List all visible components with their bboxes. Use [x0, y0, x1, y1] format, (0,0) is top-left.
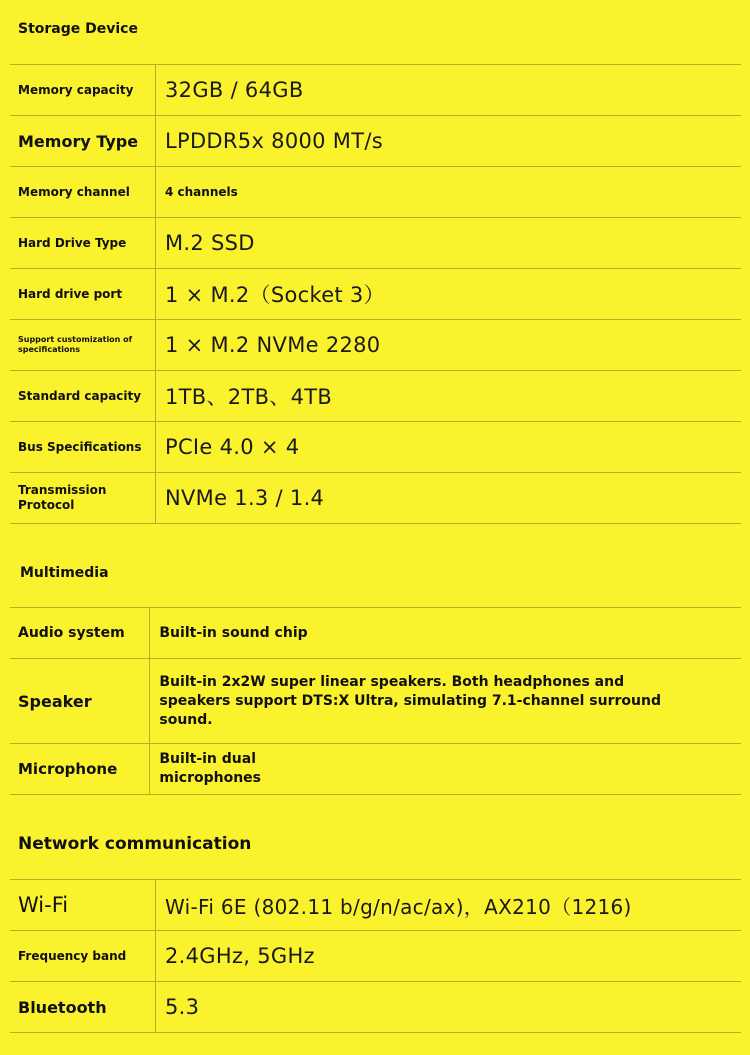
row-value: M.2 SSD — [156, 218, 742, 269]
row-value: 1 × M.2（Socket 3） — [156, 269, 742, 320]
table-row — [10, 116, 741, 167]
table-row — [10, 880, 741, 931]
network-spec-table — [10, 879, 741, 1033]
storage-spec-table — [10, 64, 741, 524]
row-value: NVMe 1.3 / 1.4 — [156, 473, 742, 524]
table-row — [10, 744, 741, 795]
row-value: 2.4GHz, 5GHz — [156, 931, 742, 982]
row-value: PCIe 4.0 × 4 — [156, 422, 742, 473]
row-label: Memory Type — [10, 116, 156, 167]
table-row — [10, 982, 741, 1033]
multimedia-section-title: Multimedia — [20, 565, 109, 581]
table-row — [10, 659, 741, 744]
row-label: Wi-Fi — [10, 880, 156, 931]
storage-section-title: Storage Device — [18, 21, 138, 37]
row-value: Built-in 2x2W super linear speakers. Both headphones and speakers support DTS:X Ultra, simulating 7.1-channel surround sound. — [150, 659, 741, 744]
network-section-title: Network communication — [18, 834, 252, 854]
row-value: Built-in sound chip — [150, 608, 741, 659]
table-row — [10, 931, 741, 982]
row-label: Microphone — [10, 744, 150, 795]
row-label: Audio system — [10, 608, 150, 659]
row-value: Built-in dual microphones — [150, 744, 741, 795]
table-row — [10, 269, 741, 320]
row-value: LPDDR5x 8000 MT/s — [156, 116, 742, 167]
row-label: Transmission Protocol — [10, 473, 156, 524]
row-value: 1TB、2TB、4TB — [156, 371, 742, 422]
row-label: Bluetooth — [10, 982, 156, 1033]
row-label: Frequency band — [10, 931, 156, 982]
row-label: Bus Specifications — [10, 422, 156, 473]
row-value: 5.3 — [156, 982, 742, 1033]
table-row — [10, 167, 741, 218]
row-label: Standard capacity — [10, 371, 156, 422]
table-row — [10, 371, 741, 422]
multimedia-spec-table — [10, 607, 741, 795]
row-value: Wi-Fi 6E (802.11 b/g/n/ac/ax)，AX210（1216) — [156, 880, 742, 931]
row-label: Hard Drive Type — [10, 218, 156, 269]
row-label: Memory channel — [10, 167, 156, 218]
row-value: 32GB / 64GB — [156, 65, 742, 116]
row-value: 1 × M.2 NVMe 2280 — [156, 320, 742, 371]
table-row — [10, 608, 741, 659]
table-row — [10, 422, 741, 473]
row-label: Hard drive port — [10, 269, 156, 320]
row-label: Speaker — [10, 659, 150, 744]
table-row — [10, 218, 741, 269]
table-row — [10, 65, 741, 116]
table-row — [10, 473, 741, 524]
row-label: Memory capacity — [10, 65, 156, 116]
table-row — [10, 320, 741, 371]
row-value: 4 channels — [156, 167, 742, 218]
row-label: Support customization of specifications — [10, 320, 156, 371]
